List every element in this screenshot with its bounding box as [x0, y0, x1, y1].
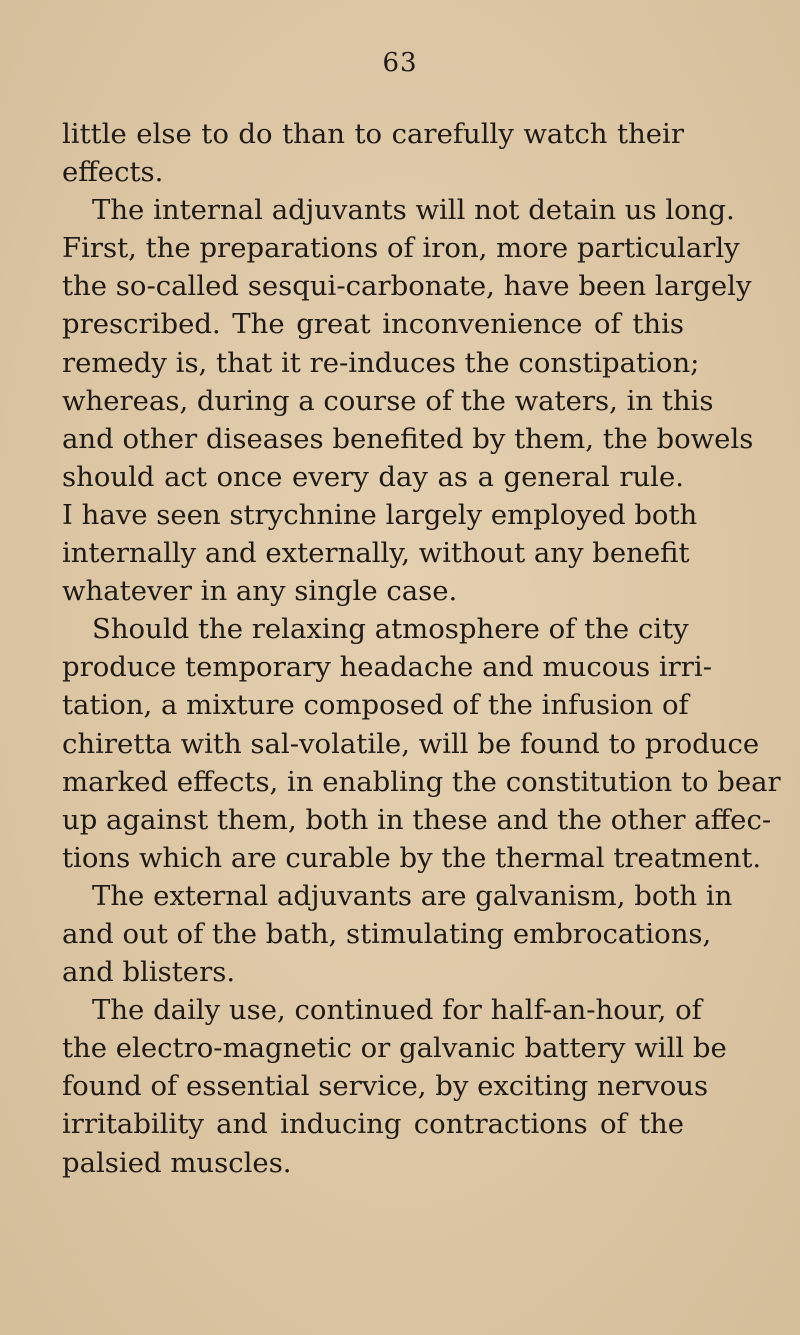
- text-line: and blisters.: [62, 956, 236, 989]
- text-line: remedy is, that it re-induces the constipation;: [62, 346, 700, 379]
- text-line: Should the relaxing atmosphere of the city: [92, 613, 689, 646]
- text-line: irritability and inducing contractions of the: [62, 1108, 684, 1141]
- text-line: the electro-magnetic or galvanic battery will be: [62, 1032, 727, 1065]
- page-number: 63: [382, 48, 418, 78]
- text-line: internally and externally, without any benefit: [62, 537, 690, 570]
- text-line: marked effects, in enabling the constitution to bear: [62, 765, 781, 798]
- text-line: First, the preparations of iron, more particularly: [62, 232, 740, 265]
- text-line: produce temporary headache and mucous irri-: [62, 651, 713, 684]
- text-line: and out of the bath, stimulating embrocations,: [62, 917, 712, 950]
- text-line: whatever in any single case.: [62, 575, 458, 608]
- text-line: chiretta with sal-volatile, will be found to produce: [62, 727, 760, 760]
- text-line: I have seen strychnine largely employed both: [62, 498, 698, 531]
- text-line: little else to do than to carefully watch their: [62, 118, 684, 150]
- text-line: tation, a mixture composed of the infusion of: [62, 689, 689, 722]
- text-line: up against them, both in these and the other affec-: [62, 803, 772, 836]
- text-line: The internal adjuvants will not detain us long.: [92, 194, 735, 227]
- text-line: should act once every day as a general rule.: [62, 460, 684, 493]
- text-line: palsied muscles.: [62, 1146, 292, 1179]
- text-line: prescribed. The great inconvenience of this: [62, 308, 684, 341]
- text-line: The external adjuvants are galvanism, both in: [92, 879, 733, 912]
- text-line: whereas, during a course of the waters, in this: [62, 384, 714, 417]
- text-line: The daily use, continued for half-an-hour, of: [92, 994, 702, 1027]
- text-line: and other diseases benefited by them, the bowels: [62, 422, 754, 455]
- text-line: tions which are curable by the thermal treatment.: [62, 841, 762, 874]
- text-line: effects.: [62, 156, 164, 189]
- text-line: found of essential service, by exciting nervous: [62, 1070, 709, 1103]
- text-line: the so-called sesqui-carbonate, have been largely: [62, 270, 752, 303]
- body-text: [62, 115, 781, 1182]
